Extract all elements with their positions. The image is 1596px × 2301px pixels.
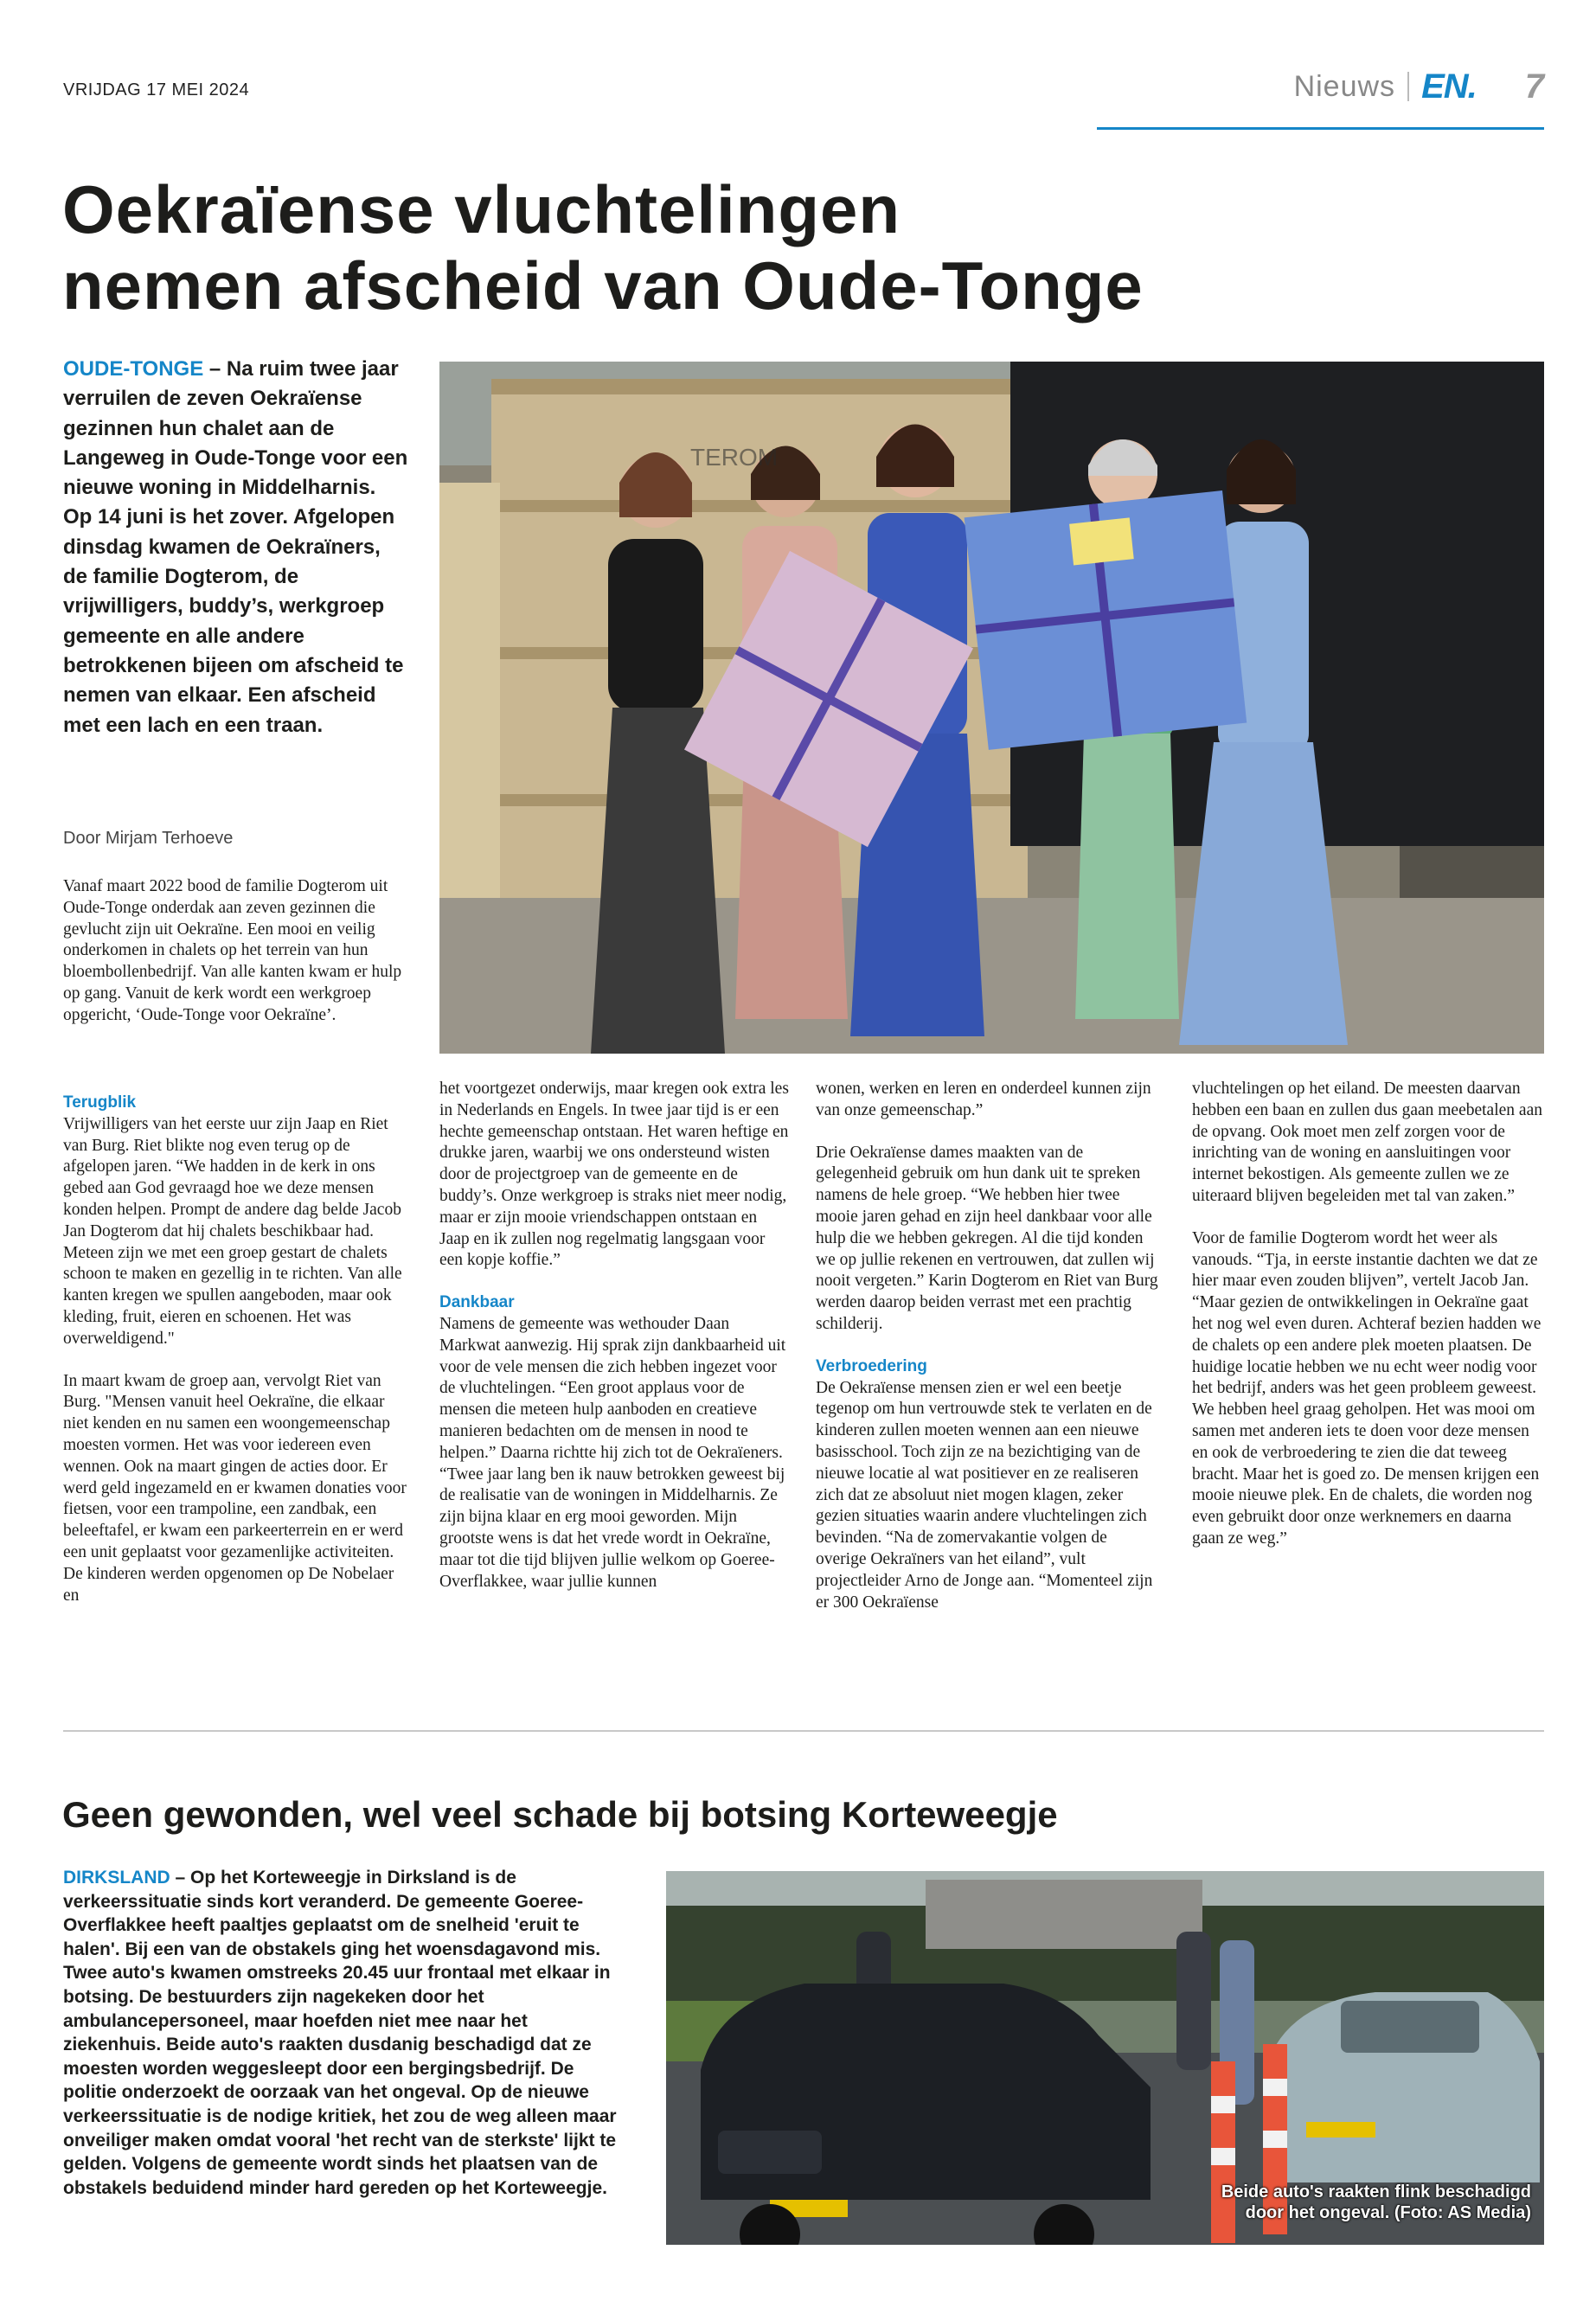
masthead: [1294, 61, 1544, 112]
article1-column2: [439, 1079, 790, 1613]
newspaper-logo: EN.: [1421, 67, 1477, 106]
article1-paragraph-1: Vanaf maart 2022 bood de familie Dogterom uit Oude-Tonge onderdak aan zeven gezinnen die gevlucht zijn uit Oekraïne. Een mooi en veilig onderkomen in chalets op het terrein van hun bloembollenbedrijf. Van alle kanten kwam er hulp op gang. Vanuit de kerk wordt een werkgroep opgericht, ‘Oude-Tonge voor Oekraïne’.: [63, 877, 402, 1024]
article2-body: [63, 1866, 617, 2200]
article1-paragraph-6: wonen, werken en leren en onderdeel kunnen zijn van onze gemeenschap.”: [816, 1080, 1151, 1119]
article2-photo-caption: [1116, 2182, 1531, 2223]
article1-photo: [439, 362, 1544, 1054]
article1-column1: [63, 1093, 409, 1627]
article2-body-text: – Op het Korteweegje in Dirksland is de verkeerssituatie sinds kort veranderd. De gemeente Goeree-Overflakkee heeft paaltjes geplaatst om de snelheid 'eruit te halen'. Bij een van de obstakels ging het woensdagavond mis. Twee auto's kwamen omstreeks 20.45 uur frontaal met elkaar in botsing. De bestuurders zijn nagekeken door het ambulancepersoneel, maar hoefden niet mee naar het ziekenhuis. Beide auto's raakten dusdanig beschadigd dat ze moesten worden weggesleept door een bergingsbedrijf. De politie onderzoekt de oorzaak van het ongeval. Op de nieuwe verkeerssituatie is de nodige kritiek, het zou de weg alleen maar onveiliger maken omdat vooral 'het recht van de sterkste' lijkt te gelden. Volgens de gemeente wordt sinds het plaatsen van de obstakels beduidend minder hard gereden op het Korteweegje.: [63, 1868, 617, 2198]
caption-line-2: door het ongeval. (Foto: AS Media): [1245, 2203, 1531, 2222]
header-rule: [1097, 127, 1544, 130]
section-name: Nieuws: [1293, 69, 1396, 103]
article1-column3: [816, 1079, 1162, 1634]
article1-column1-top: [63, 876, 409, 1048]
article1-headline-line2: nemen afscheid van Oude-Tonge: [62, 247, 1144, 324]
article1-headline-line1: Oekraïense vluchtelingen: [62, 171, 901, 247]
subhead-dankbaar: Dankbaar: [439, 1293, 515, 1312]
article1-column4: [1192, 1079, 1544, 1571]
article1-paragraph-7: Drie Oekraïense dames maakten van de gelegenheid gebruik om hun dank uit te spreken namens de hele groep. “We hebben hier twee mooie jaren gehad en zijn heel dankbaar voor alle hulp die we hebben gekregen. Al die tijd konden we op jullie rekenen en vertrouwen, dat zullen wij nooit vergeten.” Karin Dogterom en Riet van Burg werden daarop beiden verrast met een prachtig schilderij.: [816, 1143, 1158, 1333]
article1-paragraph-5: Namens de gemeente was wethouder Daan Markwat aanwezig. Hij sprak zijn dankbaarheid uit voor de vele mensen die zich hebben ingezet voor de vluchtelingen. “Een groot applaus voor de mensen die meteen hulp aanboden en creatieve manieren bedachten om de mensen in nood te helpen.” Daarna richtte hij zich tot de Oekraïeners. “Twee jaar lang ben ik nauw betrokken geweest bij de realisatie van de woningen in Middelharnis. Ze zijn bijna klaar en erg mooi geworden. Mijn grootste wens is dat het vrede wordt in Oekraïne, maar tot die tijd blijven jullie welkom op Goeree-Overflakkee, waar jullie kunnen: [439, 1314, 786, 1591]
article1-paragraph-8: De Oekraïense mensen zien er wel een beetje tegenop om hun vertrouwde stek te verlaten en de kinderen zullen moeten wennen aan een nieuwe basisschool. Toch zijn ze na bezichtiging van de nieuwe locatie al wat positiever en ze realiseren zich dat ze absoluut niet mogen klagen, zeker gezien situaties waarin andere vluchtelingen zich bevinden. “Na de zomervakantie volgen de overige Oekraïners van het eiland”, vult projectleider Arno de Jonge aan. “Momenteel zijn er 300 Oekraïense: [816, 1378, 1153, 1612]
article1-paragraph-10: Voor de familie Dogterom wordt het weer als vanouds. “Tja, in eerste instantie dachten we dat ze hier maar even zouden blijven”, vertelt Jacob Jan. “Maar gezien de ontwikkelingen in Oekraïne gaat het nog wel even duren. Achteraf bezien hadden we de chalets op een andere plek moeten plaatsen. De huidige locatie hebben we nu echt weer nodig voor het bedrijf, anders was het geen probleem geweest. We hebben heel graag geholpen. Het was mooi om samen met anderen iets te doen voor deze mensen en ook de verbroedering te zien die dat teweeg bracht. Maar het is goed zo. De mensen krijgen een mooie nieuwe plek. En de chalets, die worden nog even gebruikt door onze werknemers en daarna gaan ze weg.”: [1192, 1228, 1542, 1548]
article1-paragraph-4: het voortgezet onderwijs, maar kregen ook extra les in Nederlands en Engels. In twee jaar tijd is er een hechte gemeenschap ontstaan. Het waren heftige en drukke jaren, waarbij we ons ondersteund wisten door de projectgroep van de gemeente en de buddy’s. Onze werkgroep is straks niet meer nodig, maar er zijn mooie vriendschappen ontstaan en Jaap en ik zullen nog regelmatig langsgaan voor een kopje koffie.”: [439, 1080, 789, 1270]
article1-paragraph-9: vluchtelingen op het eiland. De meesten daarvan hebben een baan en zullen dus gaan meebetalen aan de opvang. Ook moet men zelf zorgen voor de inrichting van de woning en aansluitingen voor internet bekostigen. Als gemeente zullen we ze uiteraard blijven begeleiden met tal van zaken.”: [1192, 1080, 1542, 1205]
subhead-verbroedering: Verbroedering: [816, 1356, 927, 1375]
article1-headline: [62, 171, 1187, 324]
article-divider: [63, 1730, 1544, 1732]
article1-paragraph-3: In maart kwam de groep aan, vervolgt Riet van Burg. "Mensen vanuit heel Oekraïne, die elkaar niet kenden en nu samen een woongemeenschap moesten vormen. Het was voor iedereen even wennen. Ook na maart gingen de acties door. Er werd geld ingezameld en er kwamen donaties voor fietsen, voor een trampoline, een zandbak, een beleeftafel, er kwam een parkeerterrein en er werd een unit geplaatst voor gezamenlijke activiteiten. De kinderen werden opgenomen op De Nobelaer en: [63, 1371, 407, 1605]
article1-intro-text: – Na ruim twee jaar verruilen de zeven Oekraïense gezinnen hun chalet aan de Langeweg in Oude-Tonge voor een nieuwe woning in Middelharnis. Op 14 juni is het zover. Afgelopen dinsdag kwamen de Oekraïners, de familie Dogterom, de vrijwilligers, buddy’s, werkgroep gemeente en alle andere betrokkenen bijeen om afscheid te nemen van elkaar. Een afscheid met een lach en een traan.: [63, 357, 408, 737]
issue-date: VRIJDAG 17 MEI 2024: [63, 80, 250, 99]
caption-line-1: Beide auto's raakten flink beschadigd: [1221, 2182, 1531, 2202]
subhead-terugblik: Terugblik: [63, 1093, 137, 1112]
page-number: 7: [1524, 67, 1544, 106]
svg-text:TEROM: TEROM: [690, 444, 779, 471]
article1-dateline: OUDE-TONGE: [63, 357, 204, 381]
article2-dateline: DIRKSLAND: [63, 1868, 170, 1888]
article1-paragraph-2: Vrijwilligers van het eerste uur zijn Jaap en Riet van Burg. Riet blikte nog even terug op de afgelopen jaren. “We hadden in de kerk in ons gebed aan God gevraagd hoe we deze mensen konden helpen. Prompt de andere dag belde Jacob Jan Dogterom dat hij chalets beschikbaar had. Meteen zijn we met een groep gestart de chalets schoon te maken en gezellig in te richten. Van alle kanten kregen we spullen aangeboden, maar ook kleding, fruit, eieren en schoenen. Het was overweldigend.": [63, 1114, 402, 1348]
article1-intro: [63, 355, 409, 740]
farewell-group-photo: [439, 362, 1544, 1054]
article2-headline: Geen gewonden, wel veel schade bij botsing Korteweegje: [62, 1794, 1058, 1835]
article1-byline: Door Mirjam Terhoeve: [63, 829, 234, 848]
header-separator: [1407, 72, 1409, 101]
